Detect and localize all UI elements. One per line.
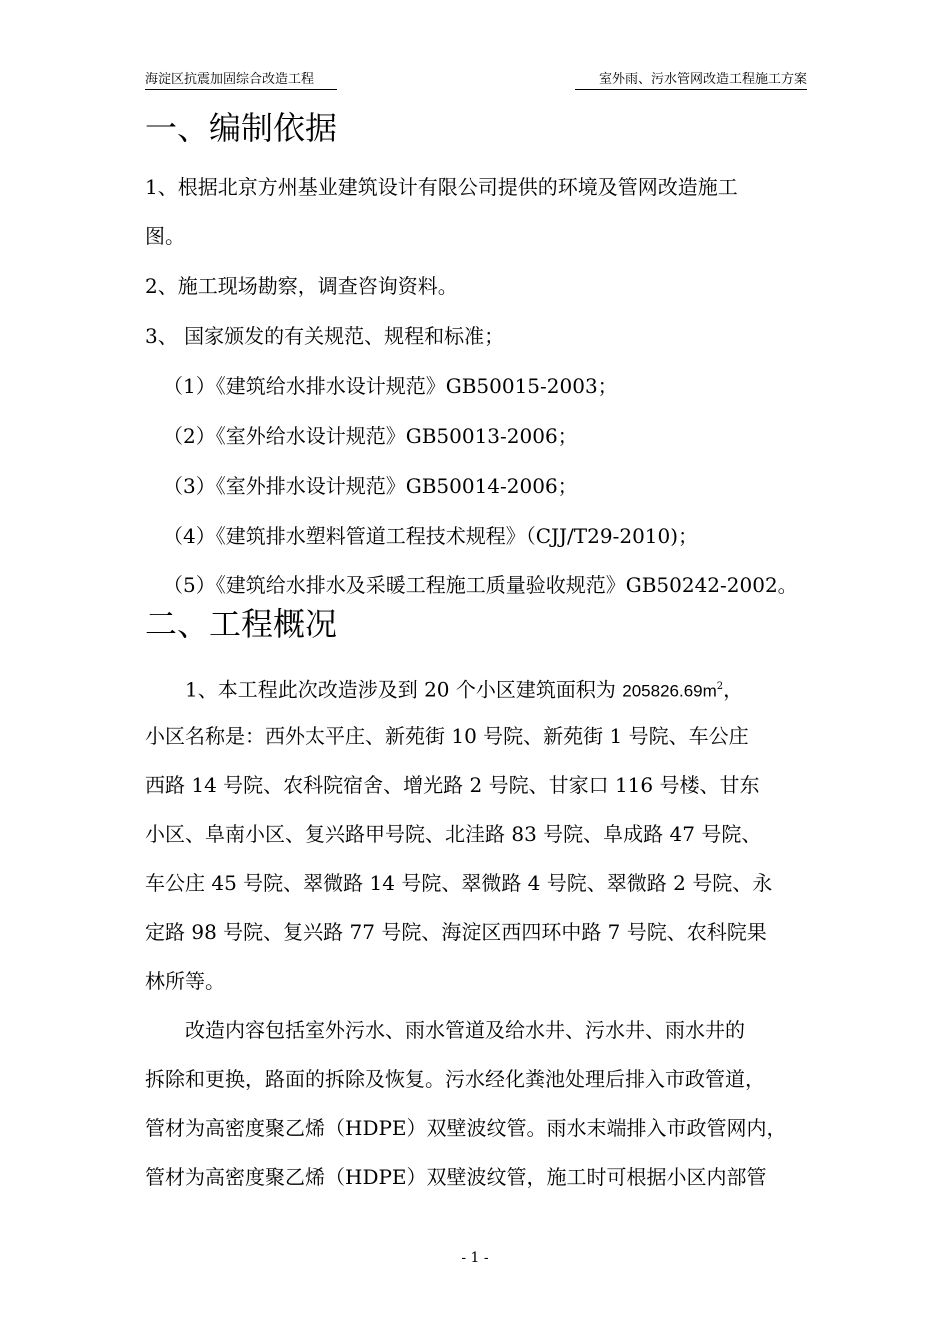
basis-line-1: 1、根据北京方州基业建筑设计有限公司提供的环境及管网改造施工 (145, 175, 738, 199)
section-2-title: 二、工程概况 (145, 605, 338, 643)
header-document-title: 室外雨、污水管网改造工程施工方案 (575, 72, 807, 90)
standard-item-3: （3）《室外排水设计规范》GB50014-2006； (163, 474, 578, 498)
basis-line-3: 3、 国家颁发的有关规范、规程和标准； (145, 324, 505, 348)
page-number: - 1 - (461, 1250, 489, 1266)
overview-line-6: 定路 98 号院、复兴路 77 号院、海淀区西四环中路 7 号院、农科院果 (145, 920, 767, 944)
overview-line-4: 小区、阜南小区、复兴路甲号院、北洼路 83 号院、阜成路 47 号院、 (145, 822, 762, 846)
standard-item-1: （1）《建筑给水排水设计规范》GB50015-2003； (163, 374, 618, 398)
overview-paragraph-2-line-2: 拆除和更换，路面的拆除及恢复。污水经化粪池处理后排入市政管道， (145, 1067, 765, 1091)
building-area-exponent: 2 (716, 681, 724, 692)
overview-paragraph-2-line-1: 改造内容包括室外污水、雨水管道及给水井、污水井、雨水井的 (185, 1018, 745, 1042)
overview-paragraph-2-line-4: 管材为高密度聚乙烯（HDPE）双壁波纹管，施工时可根据小区内部管 (145, 1165, 767, 1189)
standard-item-5: （5）《建筑给水排水及采暖工程施工质量验收规范》GB50242-2002。 (163, 573, 798, 597)
standard-item-2: （2）《室外给水设计规范》GB50013-2006； (163, 424, 578, 448)
building-area-unit: m (702, 681, 717, 701)
overview-intro-text: 1、本工程此次改造涉及到 20 个小区建筑面积为 (185, 677, 616, 702)
section-1-title: 一、编制依据 (145, 109, 338, 147)
building-area-value: 205826.69 (622, 681, 703, 701)
basis-line-2: 2、施工现场勘察，调查咨询资料。 (145, 274, 458, 298)
basis-line-1-cont: 图。 (145, 224, 185, 248)
overview-intro-tail: ， (723, 677, 744, 702)
header-project-name: 海淀区抗震加固综合改造工程 (145, 72, 337, 90)
overview-line-3: 西路 14 号院、农科院宿舍、增光路 2 号院、甘家口 116 号楼、甘东 (145, 773, 760, 797)
overview-line-5: 车公庄 45 号院、翠微路 14 号院、翠微路 4 号院、翠微路 2 号院、永 (145, 871, 773, 895)
overview-paragraph-2-line-3: 管材为高密度聚乙烯（HDPE）双壁波纹管。雨水末端排入市政管网内， (145, 1116, 787, 1140)
standard-item-4: （4）《建筑排水塑料管道工程技术规程》（CJJ/T29-2010)； (163, 524, 699, 548)
overview-line-2: 小区名称是：西外太平庄、新苑街 10 号院、新苑街 1 号院、车公庄 (145, 724, 749, 748)
overview-paragraph-1-line-1 (185, 673, 743, 706)
overview-line-7: 林所等。 (145, 969, 225, 993)
